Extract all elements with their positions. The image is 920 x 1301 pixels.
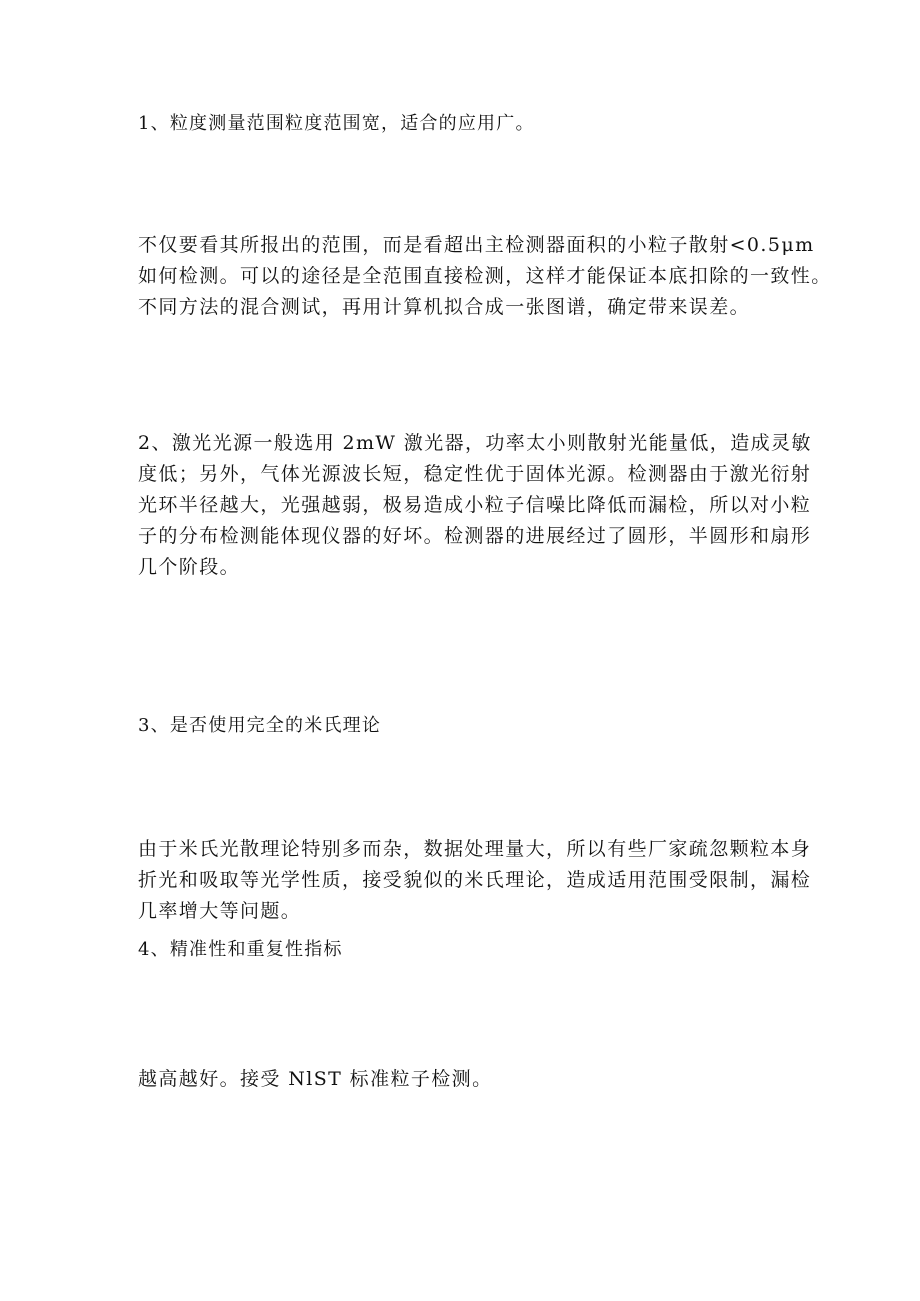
section-3-body xyxy=(138,834,812,927)
section-1-line-1: 不仅要看其所报出的范围，而是看超出主检测器面积的小粒子散射<0.5μm xyxy=(138,234,815,256)
section-2-line-5: 几个阶段。 xyxy=(138,556,241,578)
section-3-line-3: 几率增大等问题。 xyxy=(138,900,302,922)
section-1-body xyxy=(138,230,832,323)
section-2-line-4: 子的分布检测能体现仪器的好坏。检测器的进展经过了圆形，半圆形和扇形 xyxy=(138,525,812,547)
section-2-line-2: 度低；另外，气体光源波长短，稳定性优于固体光源。检测器由于激光衍射 xyxy=(138,463,812,485)
section-3-line-1: 由于米氏光散理论特别多而杂，数据处理量大，所以有些厂家疏忽颗粒本身 xyxy=(138,838,812,860)
section-2-line-1: 2、激光光源一般选用 2mW 激光器，功率太小则散射光能量低，造成灵敏 xyxy=(138,432,812,454)
section-4-body xyxy=(138,1064,792,1095)
section-3-line-2: 折光和吸取等光学性质，接受貌似的米氏理论，造成适用范围受限制，漏检 xyxy=(138,869,812,891)
section-3-heading: 3、是否使用完全的米氏理论 xyxy=(138,715,382,736)
section-2-line-3: 光环半径越大，光强越弱，极易造成小粒子信噪比降低而漏检，所以对小粒 xyxy=(138,494,812,516)
section-4-heading: 4、精准性和重复性指标 xyxy=(138,939,343,960)
section-1-line-3: 不同方法的混合测试，再用计算机拟合成一张图谱，确定带来误差。 xyxy=(138,296,751,318)
section-4-line-1: 越高越好。接受 NlST 标准粒子检测。 xyxy=(138,1068,493,1090)
section-2-body xyxy=(138,428,812,583)
section-1-heading: 1、粒度测量范围粒度范围宽，适合的应用广。 xyxy=(138,113,535,134)
section-1-line-2: 如何检测。可以的途径是全范围直接检测，这样才能保证本底扣除的一致性。 xyxy=(138,265,832,287)
